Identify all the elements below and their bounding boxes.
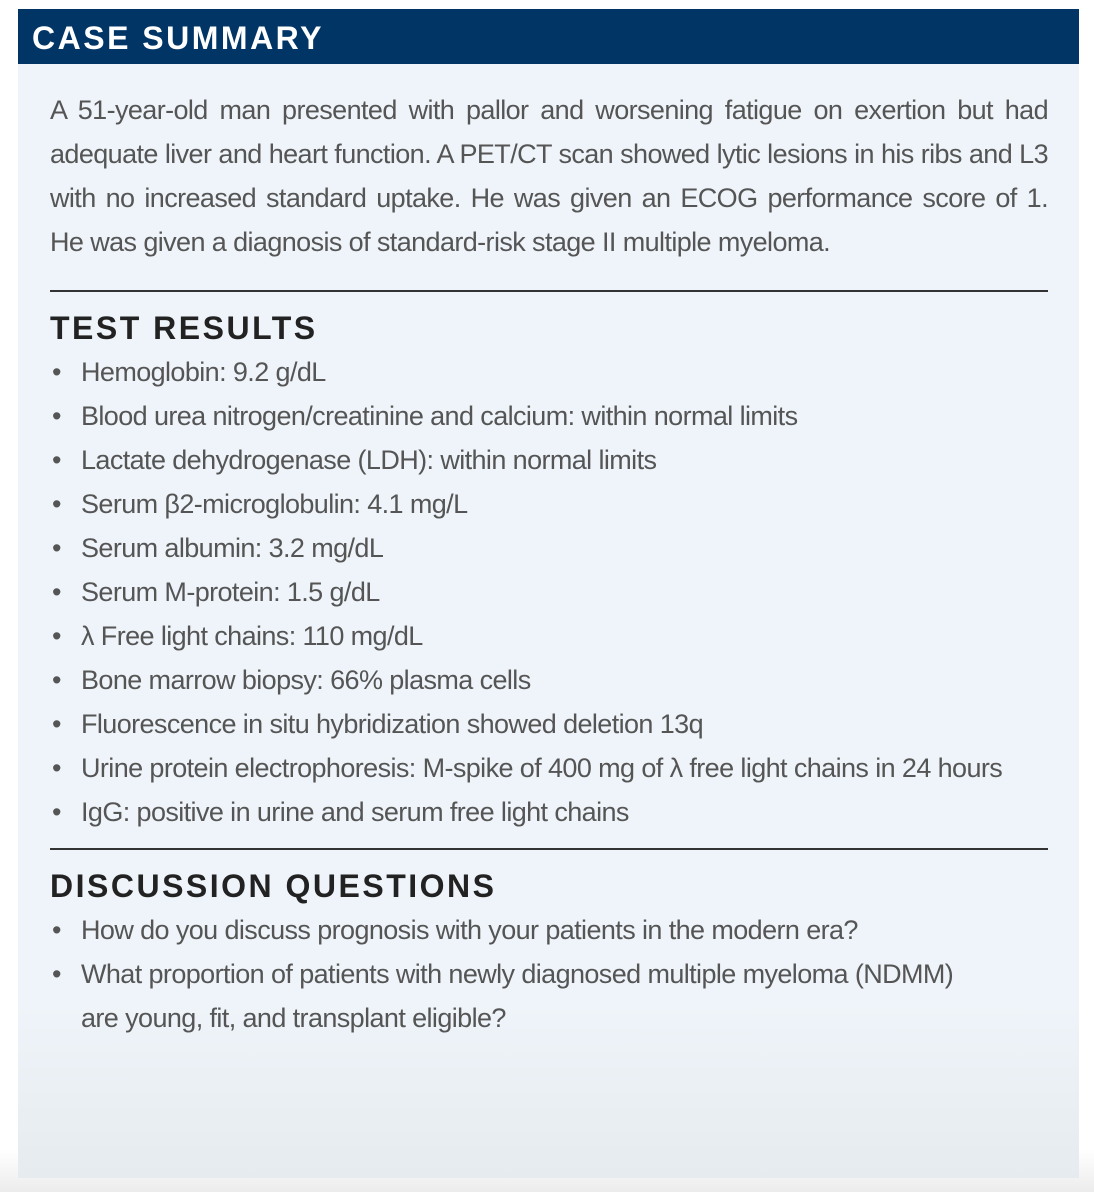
list-item: • How do you discuss prognosis with your patients in the modern era?	[50, 908, 1048, 952]
divider	[50, 290, 1048, 292]
list-item: • λ Free light chains: 110 mg/dL	[50, 614, 1048, 658]
list-item: • Bone marrow biopsy: 66% plasma cells	[50, 658, 1048, 702]
list-item: • Fluorescence in situ hybridization showed deletion 13q	[50, 702, 1048, 746]
list-item: • Lactate dehydrogenase (LDH): within normal limits	[50, 438, 1048, 482]
list-item: • What proportion of patients with newly diagnosed multiple myeloma (NDMM) are young, fit, and transplant eligible?	[50, 952, 1048, 1040]
list-item: • Serum M-protein: 1.5 g/dL	[50, 570, 1048, 614]
test-results-heading: TEST RESULTS	[50, 310, 318, 346]
case-description: A 51-year-old man presented with pallor and worsening fatigue on exertion but had adequate liver and heart function. A PET/CT scan showed lytic lesions in his ribs and L3 with no increased standard uptake. He was given an ECOG performance score of 1. He was given a diagnosis of standard-risk stage II multiple myeloma.	[50, 95, 1048, 257]
list-item: • IgG: positive in urine and serum free light chains	[50, 790, 1048, 834]
list-item: • Serum albumin: 3.2 mg/dL	[50, 526, 1048, 570]
list-item: • Urine protein electrophoresis: M-spike of 400 mg of λ free light chains in 24 hours	[50, 746, 1048, 790]
discussion-heading: DISCUSSION QUESTIONS	[50, 868, 497, 904]
test-results-list	[50, 350, 1048, 834]
discussion-list	[50, 908, 1048, 1040]
list-item: • Serum β2-microglobulin: 4.1 mg/L	[50, 482, 1048, 526]
panel-header: CASE SUMMARY	[18, 9, 1079, 64]
case-summary-panel	[18, 9, 1079, 1178]
list-item: • Blood urea nitrogen/creatinine and calcium: within normal limits	[50, 394, 1048, 438]
divider	[50, 848, 1048, 850]
list-item: • Hemoglobin: 9.2 g/dL	[50, 350, 1048, 394]
